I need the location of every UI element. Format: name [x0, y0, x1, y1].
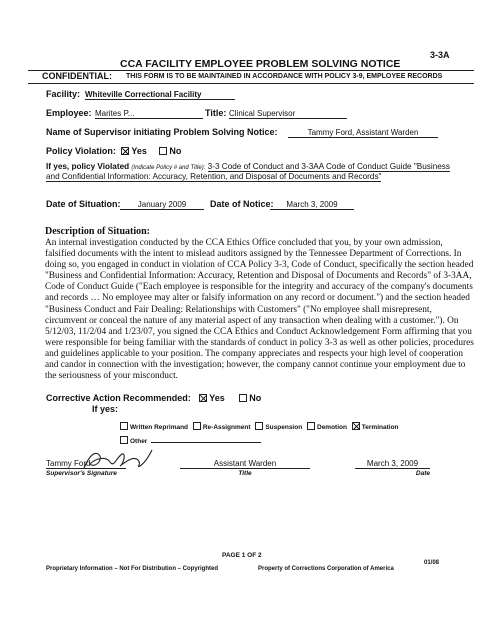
policy-no-label: No — [169, 146, 182, 156]
policy-value-line1: 3-3 Code of Conduct and 3-3AA Code of Conduct Guide "Business — [207, 162, 450, 171]
policy-violation-row — [46, 146, 181, 156]
employee-label: Employee: — [46, 108, 92, 118]
footer-code: 01/08 — [424, 560, 440, 566]
policy-violation-label: Policy Violation: — [46, 146, 116, 156]
option-reassignment: Re-Assignment — [202, 424, 251, 431]
supervisor-value: Tammy Ford, Assistant Warden — [288, 128, 438, 138]
footer-left: Proprietary Information – Not For Distribution – Copyrighted — [46, 566, 219, 572]
supervisor-name: Tammy Ford — [46, 459, 126, 469]
confidential-text: THIS FORM IS TO BE MAINTAINED IN ACCORDANCE WITH POLICY 3-9, EMPLOYEE RECORDS — [126, 73, 443, 80]
policy-value-line2: and Confidential Information: Accuracy, Retention, and Disposal of Documents and Records" — [46, 172, 382, 181]
policy-detail-line1 — [46, 162, 450, 172]
corrective-yes-checkbox[interactable] — [199, 394, 207, 402]
corrective-no-label: No — [249, 393, 262, 403]
confidential-banner — [28, 70, 474, 84]
date-notice-label: Date of Notice: — [210, 199, 274, 209]
facility-label: Facility: — [46, 89, 81, 99]
date-situation-label: Date of Situation: — [46, 199, 121, 209]
description-heading: Description of Situation: — [45, 226, 150, 237]
signature-date-label: Date — [415, 470, 430, 477]
policy-yes-checkbox[interactable] — [121, 147, 129, 155]
title-value: Clinical Supervisor — [229, 109, 347, 119]
option-reassignment-checkbox[interactable] — [193, 422, 201, 430]
corrective-action-row — [46, 393, 261, 403]
supervisor-label: Name of Supervisor initiating Problem Solving Notice: — [46, 127, 278, 137]
date-situation-value: January 2009 — [120, 200, 204, 210]
option-suspension: Suspension — [265, 424, 303, 431]
option-demotion: Demotion — [317, 424, 347, 431]
form-number: 3-3A — [430, 50, 450, 60]
employee-value: Marites P... — [95, 109, 203, 119]
option-written-reprimand: Written Reprimand — [130, 424, 189, 431]
option-termination: Termination — [361, 424, 399, 431]
date-notice-value: March 3, 2009 — [270, 200, 354, 210]
description-body: An internal investigation conducted by the CCA Ethics Office concluded that you, by your own admission, falsified documents with the intent to mislead auditors assigned by the Tennessee Department of Corrections. In doing so, you engaged in conduct in violation of CCA Policy 3-3, Code of Conduct, specifically the section headed "Business and Confidential Information: Accuracy, Retention and Disposal of Documents and Records" of 3-3AA, Code of Conduct Guide ("Each employee is responsible for the integrity and accuracy of the company's documents and records … No employee may alter or falsify information on any record or document.") and the section headed "Business Conduct and Fair Dealing: Relationships with Customers" ("No employee shall misrepresent, circumvent or conceal the nature of any material aspect of any transaction when dealing with a customer."). On 5/12/03, 11/2/04 and 1/23/07, you signed the CCA Ethics and Conduct Acknowledgement Form affirming that you were responsible for being familiar with the standards of conduct in policy 3-3 as well as other policies, procedures and guidelines applicable to your position. The company appreciates and respects your high level of cooperation and candor in connection with the investigation; however, the company cannot continue your employment due to the seriousness of your misconduct. — [45, 238, 474, 382]
corrective-yes-label: Yes — [209, 393, 225, 403]
signature-date-value: March 3, 2009 — [355, 459, 430, 469]
corrective-action-label: Corrective Action Recommended: — [46, 393, 191, 403]
corrective-if-yes: If yes: — [92, 404, 119, 414]
corrective-no-checkbox[interactable] — [239, 394, 247, 402]
other-row — [120, 436, 261, 445]
option-other-checkbox[interactable] — [120, 436, 128, 444]
signature-title-label: Title — [238, 470, 252, 477]
supervisor-signature-label: Supervisor's Signature — [46, 470, 117, 477]
option-demotion-checkbox[interactable] — [307, 422, 315, 430]
form-title: CCA FACILITY EMPLOYEE PROBLEM SOLVING NOTICE — [120, 58, 401, 70]
corrective-options — [120, 422, 399, 431]
option-suspension-checkbox[interactable] — [255, 422, 263, 430]
title-label: Title: — [205, 108, 227, 118]
policy-yes-label: Yes — [131, 146, 147, 156]
policy-if-yes-hint: (Indicate Policy # and Title): — [131, 165, 206, 171]
option-written-reprimand-checkbox[interactable] — [120, 422, 128, 430]
page-number: PAGE 1 OF 2 — [222, 552, 262, 559]
signature-title-value: Assistant Warden — [180, 459, 310, 469]
facility-value: Whiteville Correctional Facility — [85, 90, 235, 100]
policy-no-checkbox[interactable] — [159, 147, 167, 155]
policy-if-yes-label: If yes, policy Violated — [46, 162, 130, 171]
confidential-label: CONFIDENTIAL: — [42, 71, 112, 81]
other-line — [151, 442, 261, 443]
option-other: Other — [130, 438, 148, 445]
option-termination-checkbox[interactable] — [352, 422, 360, 430]
footer-right: Property of Corrections Corporation of America — [258, 566, 394, 572]
